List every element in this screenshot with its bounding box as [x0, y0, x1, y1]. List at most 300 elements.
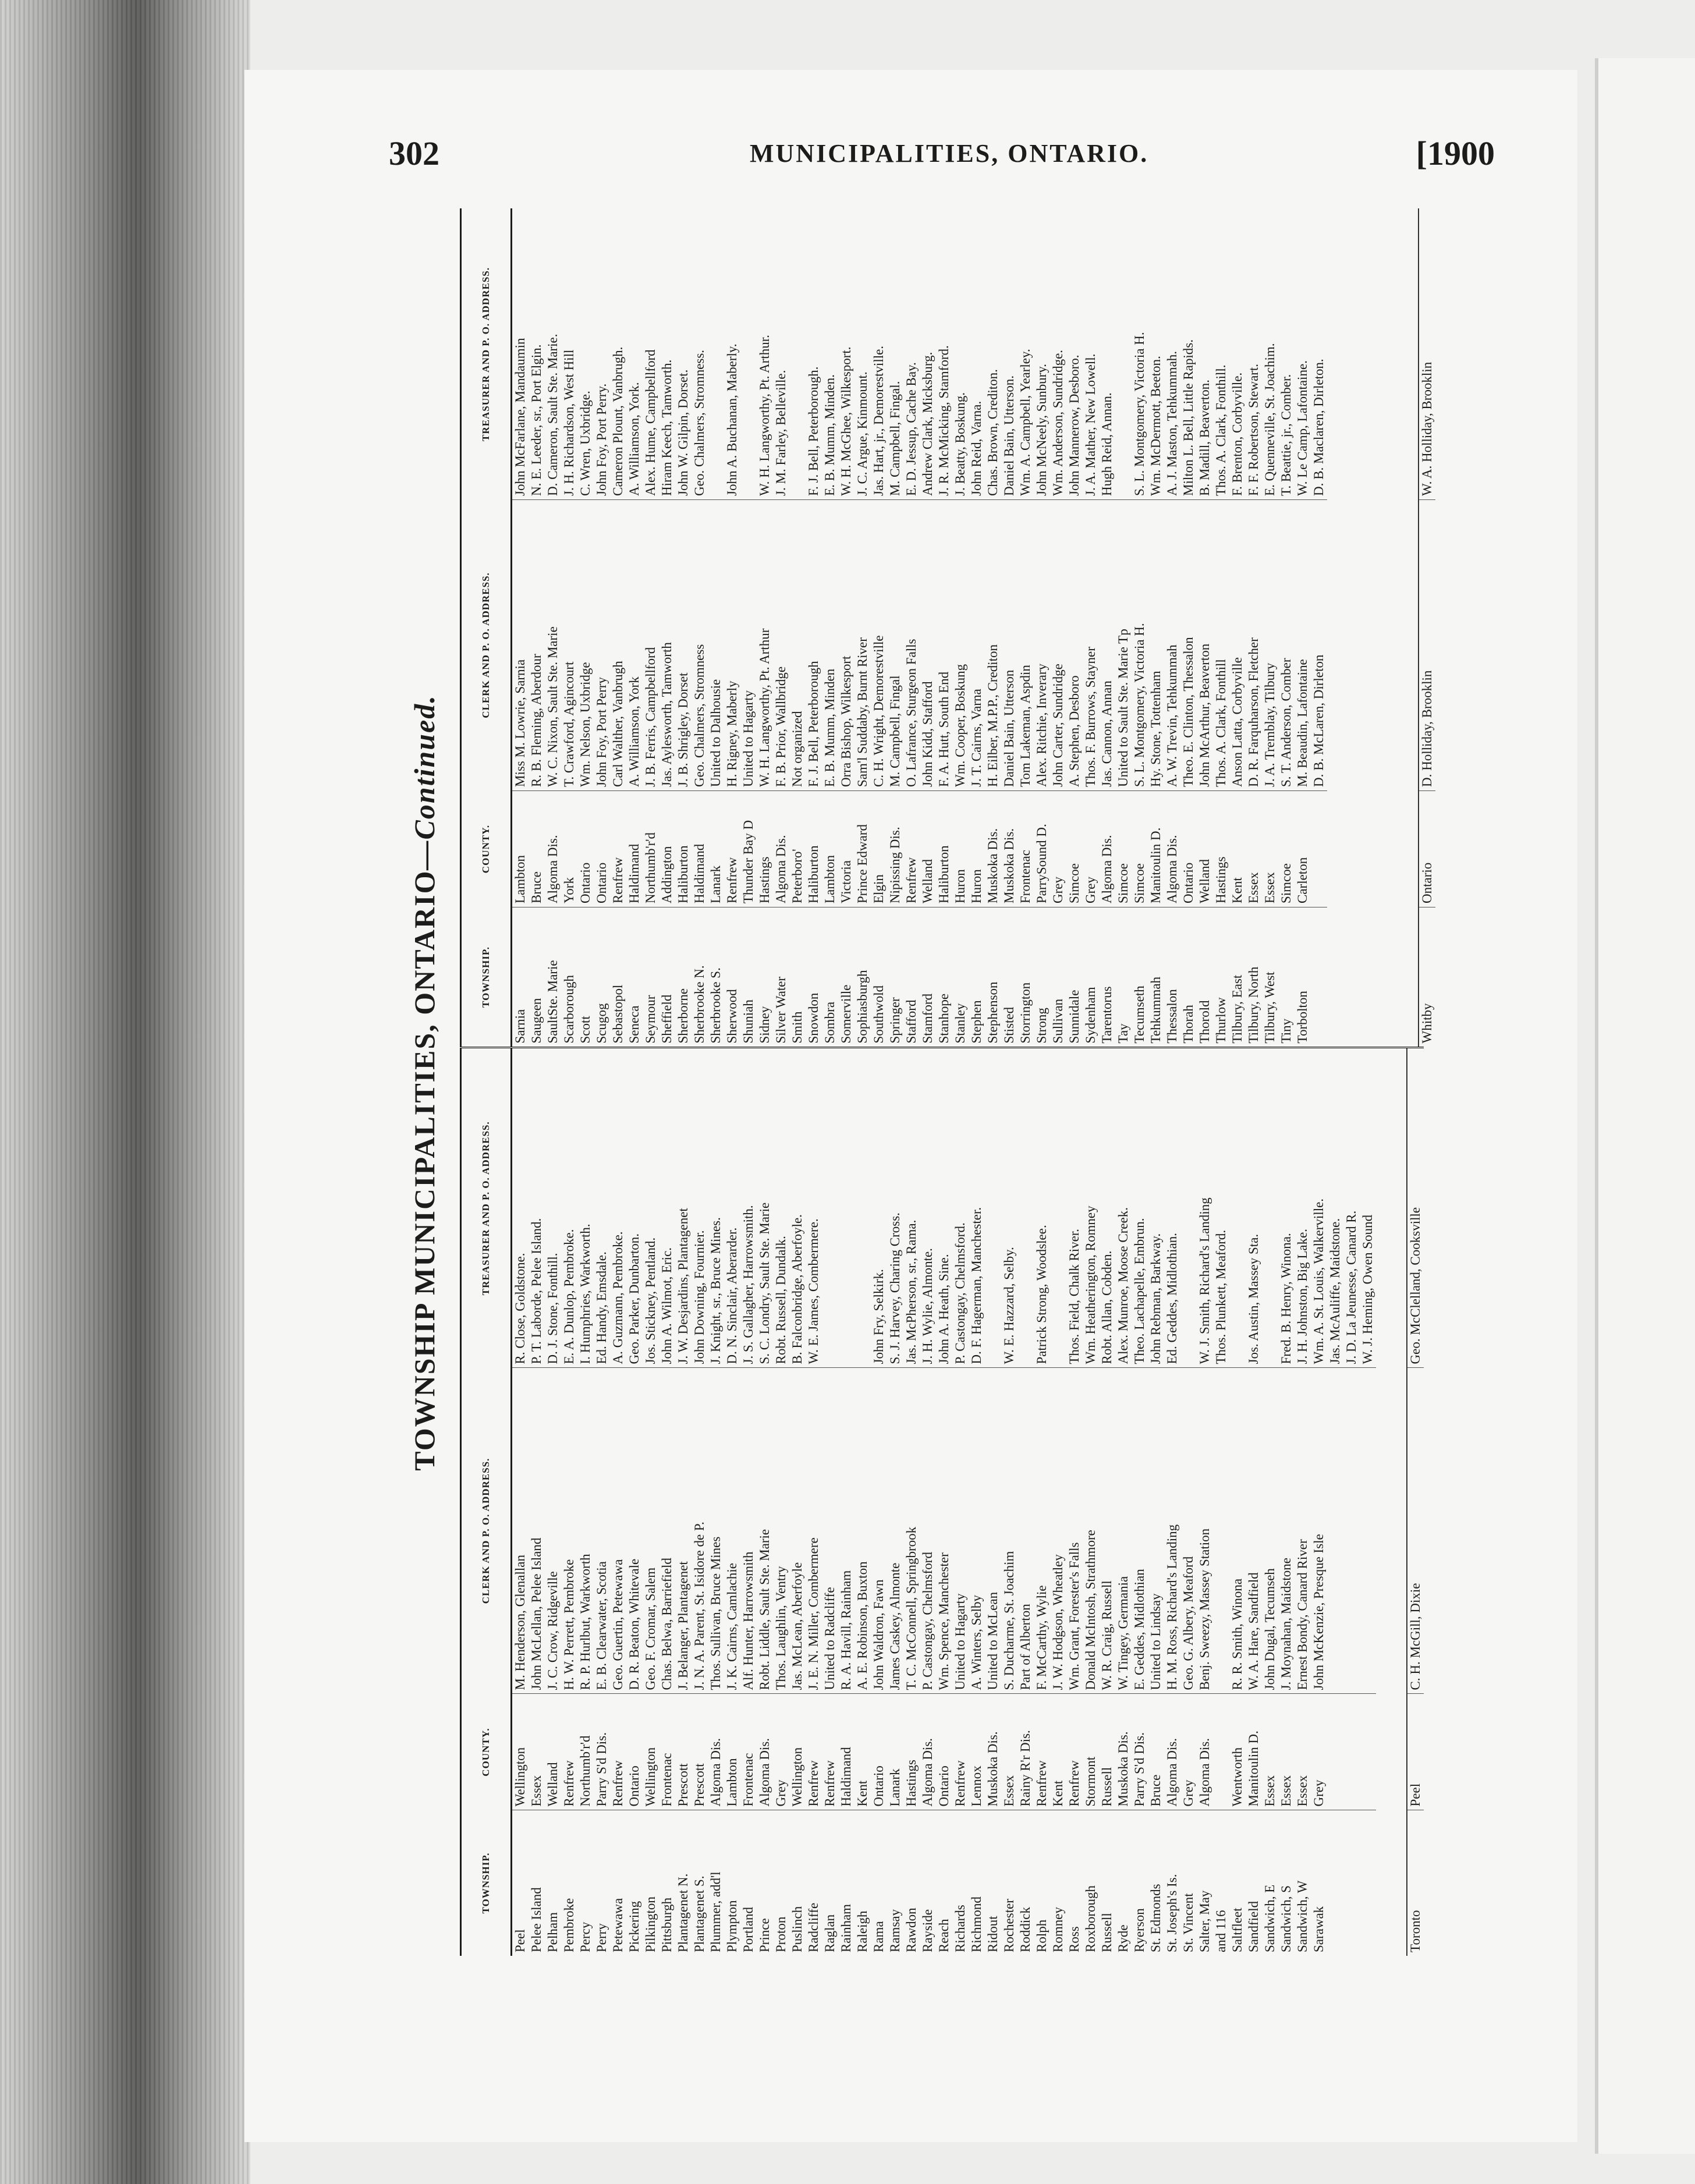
cell-treasurer: C. Wren, Uxbridge. — [578, 391, 593, 496]
cell-clerk: A. Stephen, Desboro — [1066, 500, 1083, 791]
cell-county: Muskoka Dis. — [985, 1694, 1001, 1810]
cell-county: Haldimand — [626, 791, 643, 907]
table-row — [594, 209, 610, 1047]
col-header-county: COUNTY. — [461, 791, 512, 907]
table-row — [1295, 209, 1311, 1047]
cell-township: and 116 — [1213, 1810, 1229, 1956]
cell-county: Huron — [969, 791, 985, 907]
table-row — [936, 209, 952, 1047]
cell-county: Ontario — [577, 791, 594, 907]
cell-treasurer: D. F. Hagerman, Manchester. — [969, 1207, 984, 1364]
cell-treasurer: John Fry, Selkirk. — [871, 1269, 886, 1364]
cell-county: Essex — [529, 1694, 545, 1810]
cell-county: Renfrew — [806, 1694, 822, 1810]
cell-township: Sandwich, E — [1262, 1810, 1278, 1956]
cell-county: Algoma Dis. — [545, 791, 561, 907]
cell-county: Kent — [854, 1694, 871, 1810]
cell-county: Ontario — [936, 1694, 952, 1810]
cell-county: Algoma Dis. — [773, 791, 789, 907]
cell-township: Sherbrooke S. — [708, 907, 724, 1047]
table-row — [903, 1048, 920, 1956]
cell-clerk: S. Ducharme, St. Joachim — [1001, 1368, 1017, 1694]
cell-county: Algoma Dis. — [920, 1694, 936, 1810]
table-row — [773, 209, 789, 1047]
cell-township: Plummer, add'l — [708, 1810, 724, 1956]
cell-clerk: John McArthur, Beaverton — [1197, 500, 1213, 791]
table-row — [1050, 1048, 1066, 1956]
cell-county: Frontenac — [659, 1694, 675, 1810]
cell-county: Ontario — [871, 1694, 887, 1810]
table-row — [1295, 1048, 1311, 1956]
table-row — [643, 1048, 659, 1956]
cell-treasurer: E. B. Mumm, Minden. — [822, 374, 837, 496]
cell-treasurer: F. F. Robertson, Stewart. — [1246, 364, 1261, 496]
cell-clerk: Anson Latta, Corbyville — [1229, 500, 1246, 791]
cell-township: Thurlow — [1213, 907, 1229, 1047]
col-header-clerk: CLERK AND P. O. ADDRESS. — [461, 500, 512, 791]
table-row — [1066, 209, 1083, 1047]
cell-treasurer: W. E. James, Combermere. — [806, 1218, 821, 1364]
cell-county: Wentworth — [1229, 1694, 1246, 1810]
cell-township: Rochester — [1001, 1810, 1017, 1956]
cell-clerk: D. B. McLaren, Dirleton — [1311, 500, 1327, 791]
cell-clerk: United to Radcliffe — [822, 1368, 838, 1694]
cell-clerk: J. C. Crow, Ridgeville — [545, 1368, 561, 1694]
cell-clerk: Hy. Stone, Tottenham — [1148, 500, 1164, 791]
cell-treasurer: John A. Heath, Sine. — [937, 1254, 951, 1364]
cell-township: Pelham — [545, 1810, 561, 1956]
table-row — [1017, 209, 1034, 1047]
cell-county: Manitoulin D. — [1246, 1694, 1262, 1810]
cell-treasurer: J. M. Farley, Belleville. — [774, 370, 788, 496]
cell-treasurer: John Mannerow, Desboro. — [1067, 354, 1081, 496]
cell-county: Algoma Dis. — [1164, 1694, 1180, 1810]
cell-county: Frontenac — [740, 1694, 757, 1810]
table-row — [1066, 1048, 1083, 1956]
table-row — [789, 209, 806, 1047]
cell-clerk: W. Tingey, Germania — [1115, 1368, 1132, 1694]
cell-clerk: Geo. Guertin, Petewawa — [610, 1368, 626, 1694]
cell-county: Grey — [1050, 791, 1066, 907]
cell-county: Haliburton — [936, 791, 952, 907]
cell-township: Peel — [512, 1810, 529, 1956]
cell-township: Sandwich, W — [1295, 1810, 1311, 1956]
cell-treasurer: S. C. Londry, Sault Ste. Marie — [757, 1202, 772, 1364]
table-row — [952, 209, 969, 1047]
cell-clerk: E. Geddes, Midlothian — [1132, 1368, 1148, 1694]
cell-county: Stormont — [1083, 1694, 1099, 1810]
cell-township: Russell — [1099, 1810, 1115, 1956]
cell-county: Carleton — [1295, 791, 1311, 907]
cell-clerk: J. Belanger, Plantagenet — [675, 1368, 692, 1694]
cell-treasurer: E. A. Dunlop, Pembroke. — [562, 1229, 576, 1364]
township-table-left — [460, 1047, 1424, 1956]
cell-township: Scarborough — [561, 907, 577, 1047]
cell-clerk: H. Eilber, M.P.P., Crediton — [985, 500, 1001, 791]
cell-treasurer: D. B. Maclaren, Dirleton. — [1311, 359, 1326, 496]
footer-row — [1407, 1048, 1424, 1956]
cell-treasurer — [985, 1048, 1001, 1368]
section-title-continued: —Continued. — [408, 694, 441, 870]
cell-county: Renfrew — [561, 1694, 577, 1810]
table-row — [692, 1048, 708, 1956]
table-row — [920, 1048, 936, 1956]
cell-township: Stephen — [969, 907, 985, 1047]
cell-treasurer: John Reid, Varna. — [969, 400, 984, 496]
cell-county: ParrySound D. — [1034, 791, 1050, 907]
page-header — [389, 134, 1495, 186]
cell-township: Reach — [936, 1810, 952, 1956]
cell-county: Lanark — [887, 1694, 903, 1810]
cell-treasurer: S. J. Harvey, Charing Cross. — [888, 1212, 902, 1364]
cell-treasurer: Thos. Plunkett, Meaford. — [1214, 1229, 1228, 1364]
cell-treasurer: Jos. Austin, Massey Sta. — [1246, 1233, 1261, 1364]
cell-treasurer — [740, 209, 757, 500]
table-row — [838, 209, 854, 1047]
cell-clerk: Alex. Ritchie, Inverary — [1034, 500, 1050, 791]
table-row — [1246, 1048, 1262, 1956]
table-row — [1229, 1048, 1246, 1956]
cell-township: Rolph — [1034, 1810, 1050, 1956]
cell-township: Thessalon — [1164, 907, 1180, 1047]
cell-township: Sherwood — [724, 907, 740, 1047]
cell-treasurer: A. Guzmann, Pembroke. — [611, 1231, 625, 1364]
table-row — [952, 1048, 969, 1956]
cell-clerk: O. Lafrance, Sturgeon Falls — [903, 500, 920, 791]
cell-clerk: Geo. Chalmers, Stromness — [692, 500, 708, 791]
cell-treasurer: I. Humphries, Warkworth. — [578, 1224, 593, 1364]
cell-clerk: Alf. Hunter, Harrowsmith — [740, 1368, 757, 1694]
cell-county: Ontario — [626, 1694, 643, 1810]
cell-county: Algoma Dis. — [708, 1694, 724, 1810]
cell-county: Wellington — [512, 1694, 529, 1810]
cell-county: Haliburton — [675, 791, 692, 907]
cell-county: Algoma Dis. — [757, 1694, 773, 1810]
cell-empty — [1327, 1368, 1343, 1694]
cell-clerk: John McKenzie, Presque Isle — [1311, 1368, 1327, 1694]
cell-clerk: E. B. Mumm, Minden — [822, 500, 838, 791]
table-row — [626, 1048, 643, 1956]
cell-county: Bruce — [529, 791, 545, 907]
cell-treasurer: J. D. La Jeunesse, Canard R. — [1344, 1210, 1359, 1364]
col-header-county: COUNTY. — [461, 1694, 512, 1810]
cell-county: Manitoulin D. — [1148, 791, 1164, 907]
spacer-row — [1388, 209, 1419, 1047]
cell-county: Essex — [1246, 791, 1262, 907]
table-row — [659, 1048, 675, 1956]
cell-clerk: M. Henderson, Glenallan — [512, 1368, 529, 1694]
cell-treasurer: W. Le Camp, Lafontaine. — [1295, 360, 1310, 496]
table-row — [1083, 1048, 1099, 1956]
cell-treasurer: Andrew Clark, Micksburg. — [920, 352, 935, 496]
cell-township: Ross — [1066, 1810, 1083, 1956]
cell-township: Richards — [952, 1810, 969, 1956]
cell-treasurer: John Foy, Port Perry. — [594, 383, 609, 496]
cell-county: Lambton — [822, 791, 838, 907]
table-row — [806, 1048, 822, 1956]
cell-treasurer: Hugh Reid, Annan. — [1100, 392, 1114, 496]
table-row — [1050, 209, 1066, 1047]
cell-township: Scott — [577, 907, 594, 1047]
cell-treasurer: W. H. McGhee, Wilkesport. — [839, 346, 853, 496]
cell-treasurer: A. Williamson, York. — [627, 382, 641, 496]
page-number: 302 — [389, 134, 439, 172]
cell-township: Tilbury, North — [1246, 907, 1262, 1047]
cell-clerk: W. C. Nixon, Sault Ste. Marie — [545, 500, 561, 791]
cell-county: Algoma Dis. — [1197, 1694, 1213, 1810]
cell-township: Tiny — [1278, 907, 1295, 1047]
table-row — [740, 209, 757, 1047]
cell-township: Sydenham — [1083, 907, 1099, 1047]
cell-clerk: F. A. Hutt, South End — [936, 500, 952, 791]
cell-county: Prescott — [692, 1694, 708, 1810]
col-header-clerk: CLERK AND P. O. ADDRESS. — [461, 1368, 512, 1694]
cell-treasurer: W. H. Langworthy, Pt. Arthur. — [757, 335, 772, 496]
table-row — [1311, 209, 1327, 1047]
table-row — [1017, 1048, 1034, 1956]
cell-township: Raglan — [822, 1810, 838, 1956]
spacer-row — [1357, 209, 1388, 1047]
cell-clerk: Thos. Laughlin, Ventry — [773, 1368, 789, 1694]
cell-empty — [1327, 1694, 1343, 1810]
cell-treasurer: E. D. Jessup, Cache Bay. — [904, 362, 919, 496]
cell-county: Simcoe — [1066, 791, 1083, 907]
cell-township: Sandwich, S — [1278, 1810, 1295, 1956]
cell-clerk: United to McLean — [985, 1368, 1001, 1694]
cell-clerk: Tom Lakeman, Aspdin — [1017, 500, 1034, 791]
cell-clerk: Jas. McLean, Aberfoyle — [789, 1368, 806, 1694]
table-row — [1180, 209, 1197, 1047]
cell-treasurer: John Downing, Fournier. — [692, 1230, 707, 1364]
table-row — [1164, 209, 1180, 1047]
cell-county: Parry S'd Dis. — [594, 1694, 610, 1810]
cell-clerk: S. L. Montgomery, Victoria H. — [1132, 500, 1148, 791]
cell-treasurer: J. S. Gallagher, Harrowsmith. — [741, 1205, 756, 1364]
cell-treasurer: P. T. Laborde, Pelee Island. — [529, 1218, 544, 1364]
cell-county: Rainy R'r Dis. — [1017, 1694, 1034, 1810]
table-row — [561, 209, 577, 1047]
cell-treasurer: Chas. Brown, Crediton. — [985, 369, 1000, 496]
cell-treasurer: Alex. Hume, Campbellford — [643, 349, 658, 496]
cell-township: Roxborough — [1083, 1810, 1099, 1956]
cell-treasurer: F. J. Bell, Peterborough. — [806, 366, 821, 496]
table-row — [1132, 209, 1148, 1047]
table-row — [936, 1048, 952, 1956]
cell-clerk: C. H. Wright, Demorestville — [871, 500, 887, 791]
cell-township: Tecumseth — [1132, 907, 1148, 1047]
table-row — [529, 1048, 545, 1956]
table-row — [594, 1048, 610, 1956]
cell-county: Algoma Dis. — [1164, 791, 1180, 907]
cell-clerk: Jas. Cannon, Annan — [1099, 500, 1115, 791]
cell-clerk: A. E. Robinson, Buxton — [854, 1368, 871, 1694]
table-row — [871, 1048, 887, 1956]
table-row — [1262, 1048, 1278, 1956]
cell-clerk: Wm. Grant, Forester's Falls — [1066, 1368, 1083, 1694]
cell-township: Toronto — [1407, 1810, 1424, 1956]
cell-county: Essex — [1278, 1694, 1295, 1810]
cell-county: Northumb'r'd — [643, 791, 659, 907]
cell-clerk: F. B. Prior, Wallbridge — [773, 500, 789, 791]
cell-clerk: W. H. Langworthy, Pt. Arthur — [757, 500, 773, 791]
table-row — [1115, 1048, 1132, 1956]
cell-treasurer: Ed. Geddes, Midlothian. — [1165, 1233, 1179, 1364]
cell-clerk: J. Moynahan, Maidstone — [1278, 1368, 1295, 1694]
cell-clerk — [1213, 1368, 1229, 1694]
cell-treasurer: Jos. Stickney, Pentland. — [643, 1237, 658, 1364]
cell-treasurer: Jas. McAuliffe, Maidstone. — [1328, 1218, 1342, 1364]
table-row — [675, 1048, 692, 1956]
cell-clerk: Wm. Nelson, Uxbridge — [577, 500, 594, 791]
table-row — [1278, 209, 1295, 1047]
table-row — [626, 209, 643, 1047]
cell-treasurer: Ed. Handy, Emsdale. — [594, 1251, 609, 1364]
cell-treasurer: W. E. Hazzard, Selby. — [1002, 1247, 1016, 1364]
cell-township: Plympton — [724, 1810, 740, 1956]
cell-township: Pickering — [626, 1810, 643, 1956]
cell-township: Shuniah — [740, 907, 757, 1047]
table-row — [1034, 209, 1050, 1047]
cell-treasurer: Cameron Plount, Vanbrugh. — [611, 346, 625, 496]
cell-township: Sandfield — [1246, 1810, 1262, 1956]
table-row — [1132, 1048, 1148, 1956]
cell-treasurer: Wm. A. Campbell, Yearley. — [1018, 349, 1033, 496]
cell-township: SaultSte. Marie — [545, 907, 561, 1047]
table-row — [708, 209, 724, 1047]
cell-township: Roddick — [1017, 1810, 1034, 1956]
cell-treasurer: Robt. Allan, Cobden. — [1100, 1250, 1114, 1364]
cell-clerk: Part of Alberton — [1017, 1368, 1034, 1694]
cell-clerk: R. B. Fleming, Aberdour — [529, 500, 545, 791]
cell-county: Simcoe — [1132, 791, 1148, 907]
cell-township: St. Joseph's Is. — [1164, 1810, 1180, 1956]
cell-township: Ryde — [1115, 1810, 1132, 1956]
cell-treasurer — [1262, 1048, 1278, 1368]
cell-township: Raleigh — [854, 1810, 871, 1956]
table-row — [724, 209, 740, 1047]
cell-county: Renfrew — [610, 1694, 626, 1810]
cell-treasurer: Hiram Keech, Tamworth. — [659, 359, 674, 496]
cell-treasurer: John A. Buchanan, Maberly. — [725, 343, 739, 496]
table-row — [1148, 209, 1164, 1047]
table-row — [545, 209, 561, 1047]
cell-clerk: Thos. A. Clark, Fonthill — [1213, 500, 1229, 791]
table-row — [1213, 209, 1229, 1047]
table-row — [1164, 1048, 1180, 1956]
cell-county: York — [561, 791, 577, 907]
cell-township: Saltfleet — [1229, 1810, 1246, 1956]
cell-treasurer: Jas. McPherson, sr., Rama. — [904, 1219, 919, 1364]
cell-clerk: John Carter, Sundridge — [1050, 500, 1066, 791]
cell-clerk: H. M. Ross, Richard's Landing — [1164, 1368, 1180, 1694]
cell-treasurer: Geo. Chalmers, Stromness. — [692, 349, 707, 496]
table-row — [610, 209, 626, 1047]
cell-township: Southwold — [871, 907, 887, 1047]
cell-treasurer: J. Beatty, Boskung. — [953, 392, 967, 496]
table-row — [1001, 1048, 1017, 1956]
cell-treasurer: John McNeely, Sunbury. — [1034, 364, 1049, 496]
cell-county: Wellington — [643, 1694, 659, 1810]
cell-township: Scugog — [594, 907, 610, 1047]
cell-treasurer: Robt. Russell, Dundalk. — [774, 1236, 788, 1364]
cell-township: Sherborne — [675, 907, 692, 1047]
cell-clerk: H. W. Perrett, Pembroke — [561, 1368, 577, 1694]
tables-row — [460, 210, 1434, 1956]
cell-clerk: Geo. G. Albery, Meaford — [1180, 1368, 1197, 1694]
cell-clerk: F. McCarthy, Wylie — [1034, 1368, 1050, 1694]
cell-township: Pittsburgh — [659, 1810, 675, 1956]
township-table-right — [460, 209, 1435, 1047]
cell-treasurer: J. C. Argue, Kinmount. — [855, 371, 870, 496]
cell-county: Muskoka Dis. — [1001, 791, 1017, 907]
cell-township: Thorah — [1180, 907, 1197, 1047]
table-row — [1197, 1048, 1213, 1956]
cell-empty — [1360, 1694, 1376, 1810]
table-row — [920, 209, 936, 1047]
cell-clerk: T. C. McConnell, Springbrook — [903, 1368, 920, 1694]
cell-treasurer: N. E. Leeder, sr., Port Elgin. — [529, 344, 544, 496]
cell-treasurer: Thos. A. Clark, Fonthill. — [1214, 364, 1228, 496]
table-row — [1343, 1048, 1360, 1956]
cell-clerk: Theo. E. Clinton, Thessalon — [1180, 500, 1197, 791]
cell-county: Frontenac — [1017, 791, 1034, 907]
cell-township: Silver Water — [773, 907, 789, 1047]
cell-township: Tilbury, East — [1229, 907, 1246, 1047]
cell-township: Stanhope — [936, 907, 952, 1047]
cell-county: Hastings — [1213, 791, 1229, 907]
cell-county: Addington — [659, 791, 675, 907]
cell-township: Tehkummah — [1148, 907, 1164, 1047]
cell-clerk: F. J. Bell, Peterborough — [806, 500, 822, 791]
cell-clerk: Wm. Cooper, Boskung — [952, 500, 969, 791]
table-row — [822, 209, 838, 1047]
section-title-text: TOWNSHIP MUNICIPALITIES, ONTARIO — [408, 870, 441, 1471]
cell-county: Parry S'd Dis. — [1132, 1694, 1148, 1810]
table-row — [1213, 1048, 1229, 1956]
cell-township: Strong — [1034, 907, 1050, 1047]
cell-clerk: United to Sault Ste. Marie Tp — [1115, 500, 1132, 791]
table-row — [561, 1048, 577, 1956]
book-binding-edge — [0, 0, 250, 2184]
table-row — [740, 1048, 757, 1956]
cell-treasurer: Geo. Parker, Dunbarton. — [627, 1233, 641, 1364]
cell-treasurer: R. Close, Goldstone. — [513, 1253, 527, 1364]
table-row — [529, 209, 545, 1047]
cell-county: Bruce — [1148, 1694, 1164, 1810]
cell-county — [1213, 1694, 1229, 1810]
cell-treasurer: Milton L. Bell, Little Rapids. — [1181, 339, 1196, 496]
cell-treasurer: J. R. McMicking, Stamford. — [937, 345, 951, 496]
cell-county: Lambton — [724, 1694, 740, 1810]
cell-treasurer: A. J. Maston, Tehkummah. — [1165, 350, 1179, 496]
cell-township: Ryerson — [1132, 1810, 1148, 1956]
table-row — [1360, 1048, 1376, 1956]
cell-treasurer: J. Knight, sr., Bruce Mines. — [708, 1217, 723, 1364]
cell-county: Peel — [1407, 1694, 1424, 1810]
cell-county: Essex — [1001, 1694, 1017, 1810]
cell-township: Portland — [740, 1810, 757, 1956]
cell-township: Ramsay — [887, 1810, 903, 1956]
cell-township: Sebastopol — [610, 907, 626, 1047]
cell-clerk: W. A. Hare, Sandfield — [1246, 1368, 1262, 1694]
cell-county: Renfrew — [610, 791, 626, 907]
cell-treasurer — [1229, 1048, 1246, 1368]
cell-county: Haliburton — [806, 791, 822, 907]
cell-clerk: J. B. Ferris, Campbellford — [643, 500, 659, 791]
cell-clerk: Wm. Spence, Manchester — [936, 1368, 952, 1694]
cell-clerk: J. W. Hodgson, Wheatley — [1050, 1368, 1066, 1694]
table-row — [903, 209, 920, 1047]
